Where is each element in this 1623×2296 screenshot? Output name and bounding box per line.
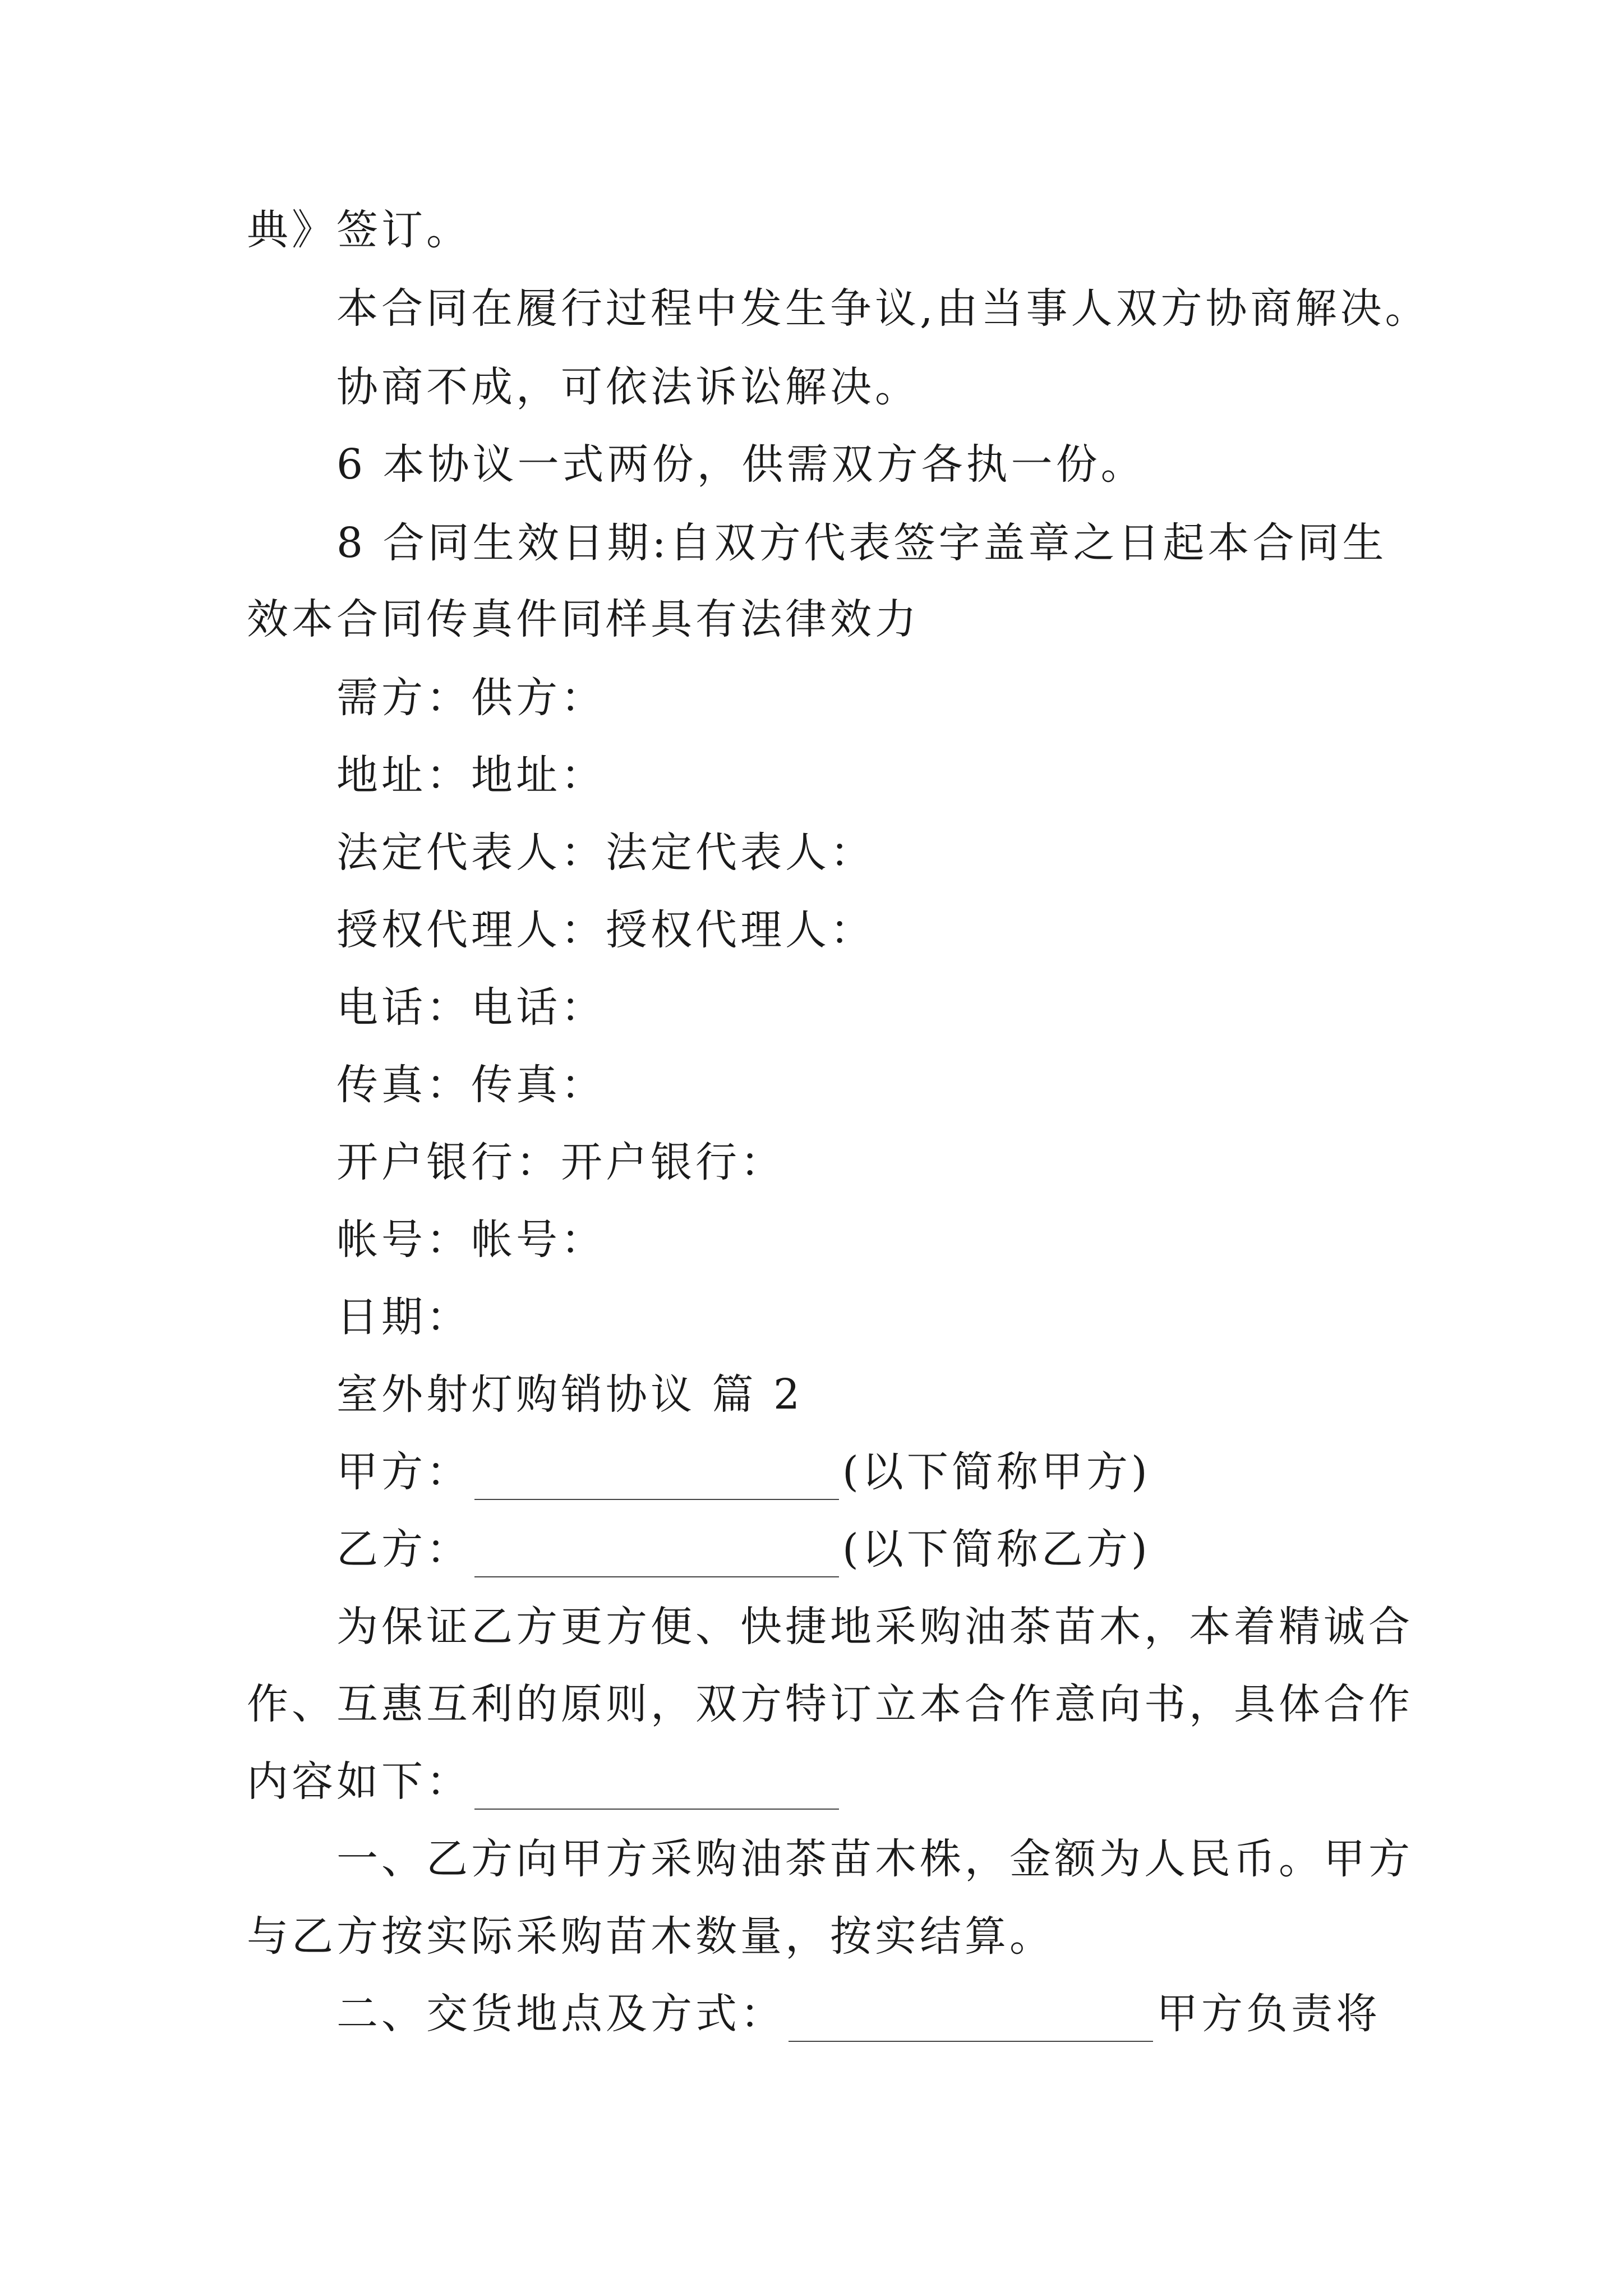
text-line-15: 日期： bbox=[336, 1293, 471, 1341]
text-line-22: 一、乙方向甲方采购油茶苗木株，金额为人民币。甲方 bbox=[336, 1835, 1413, 1883]
text-line-13: 开户银行：开户银行： bbox=[336, 1138, 785, 1186]
text-line-6: 效本合同传真件同样具有法律效力 bbox=[247, 595, 920, 643]
party-b-label: 乙方： bbox=[336, 1525, 471, 1573]
section-heading: 室外射灯购销协议 篇 2 bbox=[336, 1370, 804, 1419]
party-b-blank[interactable] bbox=[474, 1537, 839, 1577]
delivery-label: 二、交货地点及方式： bbox=[336, 1990, 785, 2038]
party-a-blank[interactable] bbox=[474, 1460, 839, 1500]
party-b-line bbox=[336, 1521, 1151, 1577]
delivery-post: 甲方负责将 bbox=[1156, 1990, 1381, 2038]
text-line-9: 法定代表人：法定代表人： bbox=[336, 829, 875, 877]
text-line-8: 地址：地址： bbox=[336, 751, 606, 799]
party-a-line bbox=[336, 1444, 1151, 1500]
delivery-line bbox=[336, 1986, 1381, 2042]
content-blank[interactable] bbox=[474, 1769, 839, 1810]
text-line-19: 为保证乙方更方便、快捷地采购油茶苗木，本着精诚合 bbox=[336, 1603, 1413, 1651]
text-line-12: 传真：传真： bbox=[336, 1061, 606, 1109]
text-line-2: 本合同在履行过程中发生争议,由当事人双方协商解决。 bbox=[336, 284, 1430, 333]
text-line-23: 与乙方按实际采购苗木数量，按实结算。 bbox=[247, 1912, 1054, 1961]
content-label: 内容如下： bbox=[247, 1757, 471, 1806]
text-line-20: 作、互惠互利的原则，双方特订立本合作意向书，具体合作 bbox=[247, 1680, 1413, 1728]
delivery-blank[interactable] bbox=[789, 2001, 1153, 2042]
text-line-4: 6 本协议一式两份，供需双方各执一份。 bbox=[336, 440, 1146, 489]
text-line-1: 典》签订。 bbox=[247, 206, 471, 254]
party-b-note: (以下简称乙方) bbox=[842, 1525, 1151, 1573]
text-line-11: 电话：电话： bbox=[336, 983, 606, 1032]
text-line-3: 协商不成，可依法诉讼解决。 bbox=[336, 363, 920, 411]
text-line-14: 帐号：帐号： bbox=[336, 1216, 606, 1264]
text-line-10: 授权代理人：授权代理人： bbox=[336, 906, 875, 954]
content-line bbox=[247, 1754, 842, 1810]
party-a-note: (以下简称甲方) bbox=[842, 1448, 1151, 1496]
party-a-label: 甲方： bbox=[336, 1448, 471, 1496]
text-line-7: 需方：供方： bbox=[336, 674, 606, 722]
text-line-5: 8 合同生效日期:自双方代表签字盖章之日起本合同生 bbox=[336, 519, 1387, 567]
